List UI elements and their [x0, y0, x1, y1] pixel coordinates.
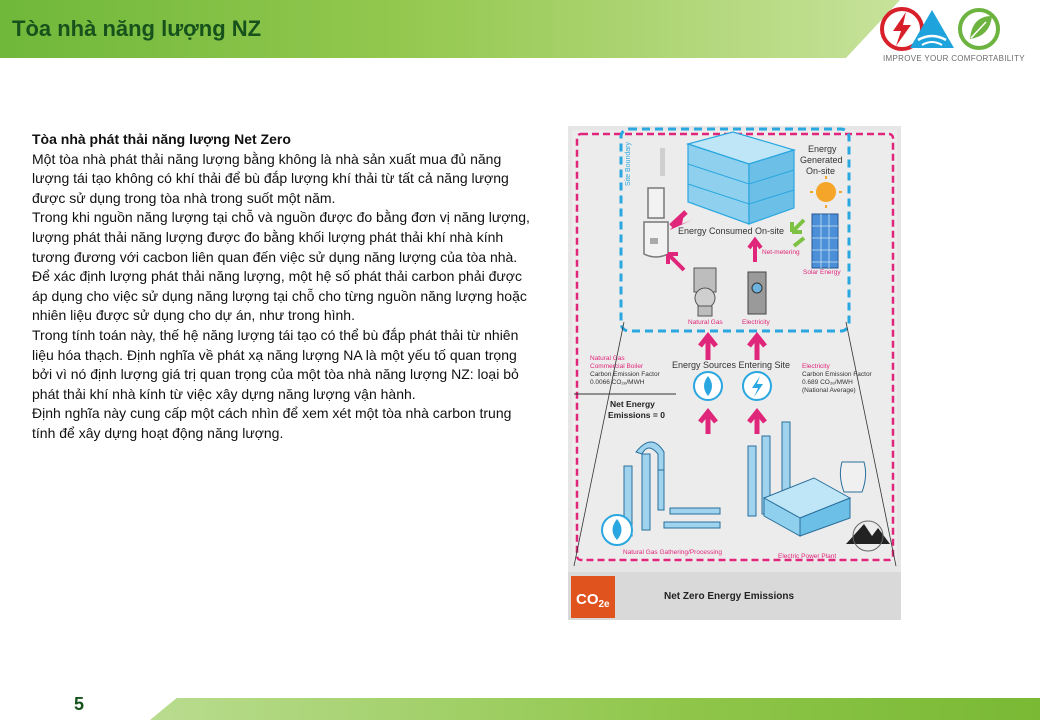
footer-band [150, 698, 1040, 720]
natural-gas-label: Natural Gas [688, 319, 723, 326]
elec-factor-line-4: (National Average) [802, 387, 856, 394]
energy-consumed-label: Energy Consumed On-site [678, 226, 785, 236]
net-energy-line-2: Emissions = 0 [608, 410, 665, 420]
slide-title: Tòa nhà năng lượng NZ [12, 16, 262, 41]
site-boundary-label: Site Boundary [625, 142, 632, 186]
body-paragraph-1: Một tòa nhà phát thải năng lượng bằng không là nhà sản xuất mua đủ năng lượng tái tạo không có khí thải để bù đắp lượng khí thải từ tất cả năng lượng được sử dụng trong tòa nhà trong suốt một năm. [32, 150, 509, 206]
co2-badge-text: $CO_{2e}$ [576, 591, 610, 610]
elec-factor-line-2: Carbon Emission Factor [802, 371, 872, 378]
ng-boiler-line-3: Carbon Emission Factor [590, 371, 660, 378]
energy-sources-label: Energy Sources Entering Site [672, 360, 791, 370]
solar-energy-label: Solar Energy [803, 269, 841, 276]
elec-factor-line-3: 0.689 CO₂ₑ/MWH [802, 379, 853, 386]
logo-tagline: IMPROVE YOUR COMFORTABILITY [883, 54, 1025, 63]
energy-generated-line-1: Energy [808, 144, 837, 154]
solar-panel-icon [812, 214, 838, 268]
body-paragraph-4: Định nghĩa này cung cấp một cách nhìn để xem xét một tòa nhà carbon trung tính để xây dựng hoạt động năng lượng. [32, 405, 512, 441]
net-energy-line-1: Net Energy [610, 399, 655, 409]
electricity-label: Electricity [742, 319, 770, 326]
energy-generated-line-2: Generated [800, 155, 843, 165]
boiler-chimney-icon [648, 188, 664, 218]
power-plant-label: Electric Power Plant [778, 553, 837, 560]
body-heading: Tòa nhà phát thải năng lượng Net Zero [32, 131, 291, 147]
body-text [32, 130, 532, 444]
ng-boiler-line-2: Commercial Boiler [590, 363, 644, 370]
energy-generated-line-3: On-site [806, 166, 836, 176]
ng-gathering-label: Natural Gas Gathering/Processing [623, 549, 722, 556]
sun-icon [816, 182, 836, 202]
net-metering-label: Net-metering [762, 249, 800, 256]
lightning-icon [893, 12, 911, 46]
figure-caption: Net Zero Energy Emissions [664, 591, 795, 602]
ng-boiler-line-4: 0.0066 CO₂ₑ/MWH [590, 379, 645, 386]
body-paragraph-2: Trong khi nguồn năng lượng tại chỗ và nguồn được đo bằng đơn vị năng lượng, lượng phát thải năng lượng được đo bằng khối lượng phát thải khí nhà kính tương đương với cacbon liên quan đến việc sử dụng năng lượng của tòa nhà. Để xác định lượng phát thải năng lượng, một hệ số phát thải carbon phải được áp dụng cho việc sử dụng năng lượng tại chỗ cho từng nguồn năng lượng hoặc nhiên liệu được sử dụng cho dự án, như trong hình. [32, 209, 530, 324]
page-number: 5 [74, 694, 85, 714]
net-zero-diagram [568, 126, 901, 620]
body-paragraph-3: Trong tính toán này, thế hệ năng lượng tái tạo có thể bù đắp phát thải từ nhiên liệu hóa thạch. Định nghĩa về phát xạ năng lượng NA là một yếu tố quan trọng bởi vì nó định lượng giá trị quan trọng của một tòa nhà năng lượng NZ: loại bỏ phát thải khí nhà kính từ việc xây dựng năng lượng vận hành. [32, 326, 519, 402]
elec-factor-line-1: Electricity [802, 363, 830, 370]
ng-boiler-line-1: Natural Gas [590, 355, 625, 362]
